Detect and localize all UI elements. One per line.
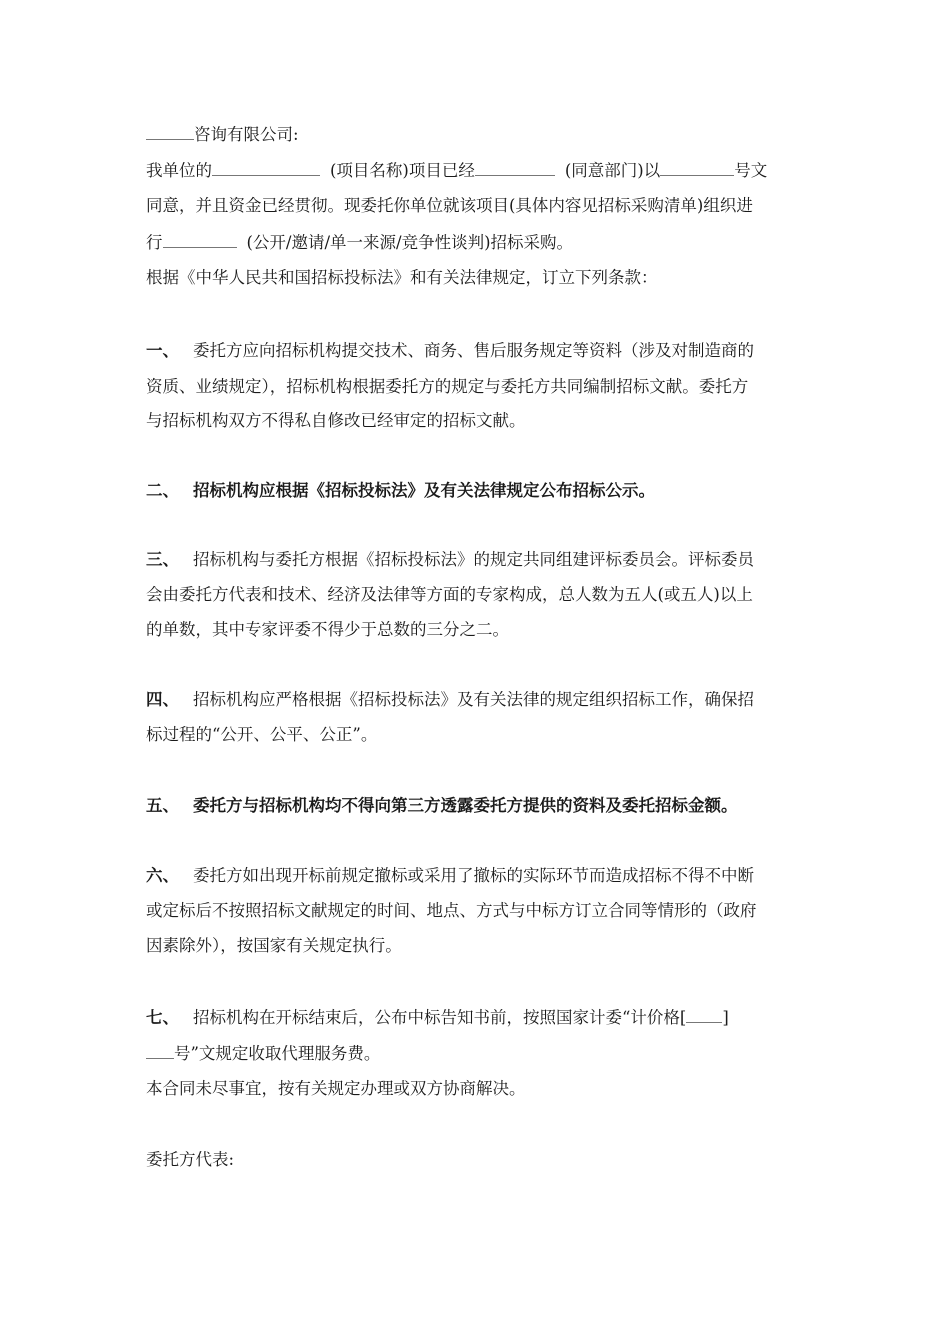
document-number-blank[interactable] (660, 159, 734, 176)
clause-1-line-2: 资质、业绩规定），招标机构根据委托方的规定与委托方共同编制招标文献。委托方 (146, 377, 749, 396)
salutation: 咨询有限公司: (146, 123, 806, 146)
procurement-method-blank[interactable] (163, 231, 237, 248)
clause-6-number: 六、 (146, 866, 179, 885)
clause-7-line-1: 七、 招标机构在开标结束后，公布中标告知书前，按照国家计委“计价格[ ] (146, 1008, 729, 1027)
clause-2-number: 二、 (146, 481, 179, 500)
intro-line-2: 同意，并且资金已经贯彻。现委托你单位就该项目(具体内容见招标采购清单)组织进 (146, 196, 753, 215)
clause-4-number: 四、 (146, 690, 179, 709)
company-name-blank[interactable] (146, 123, 194, 140)
approval-dept-blank[interactable] (475, 159, 555, 176)
clause-2-line-1: 二、 招标机构应根据《招标投标法》及有关法律规定公布招标公示。 (146, 481, 655, 500)
intro-line-1: 我单位的 (项目名称)项目已经 (同意部门)以 号文 (146, 161, 768, 180)
price-doc-number-blank[interactable] (146, 1042, 174, 1059)
intro-line-4: 根据《中华人民共和国招标投标法》和有关法律规定，订立下列条款： (146, 268, 658, 287)
clause-3-line-1: 三、 招标机构与委托方根据《招标投标法》的规定共同组建评标委员会。评标委员 (146, 550, 754, 569)
clause-7-number: 七、 (146, 1008, 179, 1027)
closing-line: 本合同未尽事宜，按有关规定办理或双方协商解决。 (146, 1079, 526, 1098)
client-representative-label: 委托方代表: (146, 1150, 235, 1169)
clause-4-line-2: 标过程的“公开、公平、公正”。 (146, 725, 378, 744)
clause-4-line-1: 四、 招标机构应严格根据《招标投标法》及有关法律的规定组织招标工作，确保招 (146, 690, 754, 709)
price-year-blank[interactable] (686, 1006, 722, 1023)
clause-3-number: 三、 (146, 550, 179, 569)
clause-1-line-3: 与招标机构双方不得私自修改已经审定的招标文献。 (146, 411, 526, 430)
clause-3-line-3: 的单数，其中专家评委不得少于总数的三分之二。 (146, 620, 509, 639)
clause-7-line-2: 号”文规定收取代理服务费。 (146, 1042, 806, 1065)
clause-6-line-3: 因素除外），按国家有关规定执行。 (146, 936, 402, 955)
clause-5-number: 五、 (146, 796, 179, 815)
clause-5-line-1: 五、 委托方与招标机构均不得向第三方透露委托方提供的资料及委托招标金额。 (146, 796, 738, 815)
clause-1-number: 一、 (146, 341, 179, 360)
clause-3-line-2: 会由委托方代表和技术、经济及法律等方面的专家构成，总人数为五人(或五人)以上 (146, 585, 753, 604)
clause-6-line-2: 或定标后不按照招标文献规定的时间、地点、方式与中标方订立合同等情形的（政府 (146, 901, 757, 920)
clause-1-line-1: 一、 委托方应向招标机构提交技术、商务、售后服务规定等资料（涉及对制造商的 (146, 341, 754, 360)
intro-line-3: 行 (公开/邀请/单一来源/竞争性谈判)招标采购。 (146, 233, 574, 252)
clause-6-line-1: 六、 委托方如出现开标前规定撤标或采用了撤标的实际环节而造成招标不得不中断 (146, 866, 754, 885)
project-name-blank[interactable] (212, 159, 320, 176)
